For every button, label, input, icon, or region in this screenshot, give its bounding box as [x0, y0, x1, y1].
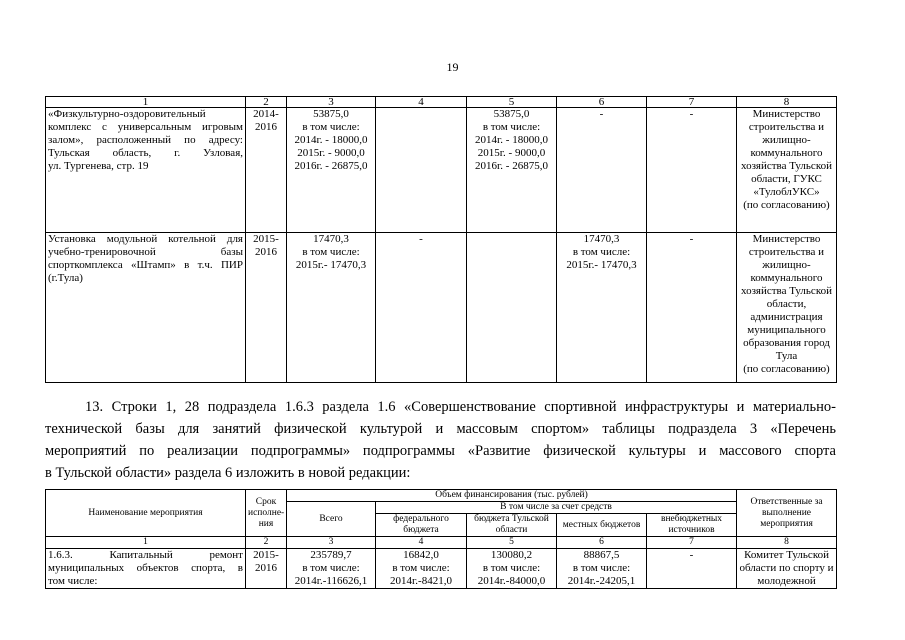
cell-line: Срок — [255, 496, 277, 507]
cell-line: области по спорту и — [739, 562, 834, 574]
cell-line: строительства и — [748, 121, 825, 133]
col-number: 7 — [647, 537, 737, 549]
cell-line: строительства и — [748, 246, 825, 258]
cell-line: - — [599, 108, 604, 120]
cell-line: спорткомплекса «Штамп» в т.ч. ПИР — [48, 259, 243, 271]
cell-line: хозяйства Тульской — [741, 160, 832, 172]
cell-line: в том числе: — [572, 246, 631, 258]
col-number: 6 — [557, 537, 647, 549]
cell-line: 2014г.-24205,1 — [567, 575, 636, 587]
col-number: 3 — [287, 537, 376, 549]
cell-line: в том числе: — [572, 562, 631, 574]
cell-line: 2015г. - 9000,0 — [477, 147, 546, 159]
cell-line: 53875,0 — [493, 108, 530, 120]
cell-line: 2014г.-116626,1 — [294, 575, 368, 587]
cell-line: Установка модульной котельной для — [48, 233, 243, 245]
page-number: 19 — [446, 60, 459, 74]
cell-period — [246, 549, 287, 589]
cell-line: 130080,2 — [490, 549, 533, 561]
col-number: 4 — [376, 97, 467, 108]
cell-line: в том числе: — [482, 562, 541, 574]
cell-line: Тульская область, г. Узловая, — [48, 147, 243, 159]
col-number: 2 — [246, 97, 287, 108]
cell-line: учебно-тренировочной базы — [48, 246, 243, 258]
cell-local — [557, 549, 647, 589]
cell-line: внебюджетных — [660, 514, 723, 524]
cell-line: муниципальных объектов спорта, в — [48, 562, 243, 574]
cell-line: коммунального — [750, 147, 823, 159]
cell-name — [46, 549, 246, 589]
cell-line: «ТулоблУКС» — [753, 186, 820, 198]
cell-line: - — [689, 549, 694, 561]
col-number: 1 — [46, 537, 246, 549]
cell-line: (по согласованию) — [743, 199, 830, 211]
cell-line: Министерство — [752, 108, 821, 120]
cell-line: комплекс с универсальным игровым — [48, 121, 243, 133]
cell-federal — [376, 549, 467, 589]
cell-line: 2015г.- 17470,3 — [566, 259, 637, 271]
table-header-row — [46, 97, 837, 108]
funding-table — [45, 489, 837, 589]
cell-line: 2015- — [253, 233, 279, 245]
cell-line: исполне- — [248, 507, 285, 518]
col-number: 8 — [737, 537, 837, 549]
cell-total — [287, 233, 376, 383]
cell-name — [46, 108, 246, 233]
cell-line: 17470,3 — [313, 233, 349, 245]
cell-line: 2014г.-8421,0 — [390, 575, 452, 587]
cell-line: ул. Тургенева, стр. 19 — [48, 160, 149, 172]
cell-line: 235789,7 — [310, 549, 352, 561]
header-federal — [376, 514, 467, 537]
cell-line: жилищно- — [762, 259, 811, 271]
col-number: 5 — [467, 537, 557, 549]
cell-line: 2015- — [253, 549, 279, 561]
cell-line: 2016г. - 26875,0 — [475, 160, 548, 172]
cell-line: 2014г. - 18000,0 — [294, 134, 368, 146]
col-number: 1 — [46, 97, 246, 108]
cell-line: 53875,0 — [313, 108, 349, 120]
cell-line: - — [689, 108, 694, 120]
body-paragraph — [45, 396, 836, 484]
cell-line: 2016 — [255, 562, 277, 574]
cell-line: том числе: — [48, 575, 98, 587]
cell-extra — [647, 108, 737, 233]
col-number: 7 — [647, 97, 737, 108]
header-extra — [647, 514, 737, 537]
paragraph-line: технической базы для занятий физической культурой и массовым спортом» таблицы подраздела 3 «Перечень — [45, 421, 836, 437]
paragraph-line: в Тульской области» раздела 6 изложить в новой редакции: — [45, 465, 411, 481]
cell-line: в том числе: — [302, 246, 360, 258]
cell-line: 2016г. - 26875,0 — [294, 160, 368, 172]
cell-line: 2016 — [255, 246, 277, 258]
cell-line: бюджета Тульской — [474, 514, 549, 524]
cell-regional — [467, 108, 557, 233]
cell-line: залом», расположенный по адресу: — [48, 134, 243, 146]
cell-line: Ответственные за — [750, 496, 823, 507]
cell-line: «Физкультурно-оздоровительный — [48, 108, 206, 120]
header-name: Наименование мероприятия — [46, 490, 246, 537]
cell-line: ния — [258, 518, 274, 529]
table-number-row — [46, 537, 837, 549]
cell-line: Комитет Тульской — [744, 549, 829, 561]
cell-line: 2015г. - 9000,0 — [297, 147, 365, 159]
cell-line: области — [495, 525, 528, 535]
cell-line: образования город — [743, 337, 830, 349]
cell-line: 17470,3 — [583, 233, 620, 245]
col-number: 2 — [246, 537, 287, 549]
header-regional — [467, 514, 557, 537]
cell-line: муниципального — [747, 324, 826, 336]
cell-line: - — [419, 233, 423, 245]
cell-line: в том числе: — [482, 121, 541, 133]
cell-line: хозяйства Тульской — [741, 285, 832, 297]
cell-line: 2014г. - 18000,0 — [475, 134, 548, 146]
cell-line: - — [689, 233, 694, 245]
header-total: Всего — [287, 502, 376, 537]
cell-responsible — [737, 549, 837, 589]
table-row — [46, 108, 837, 233]
cell-period — [246, 108, 287, 233]
cell-responsible — [737, 108, 837, 233]
cell-line: 2014- — [253, 108, 279, 120]
cell-line: в том числе: — [392, 562, 450, 574]
cell-line: в том числе: — [302, 121, 360, 133]
cell-line: 1.6.3. Капитальный ремонт — [48, 549, 243, 561]
cell-federal — [376, 108, 467, 233]
cell-line: коммунального — [750, 272, 823, 284]
cell-line: 2015г.- 17470,3 — [295, 259, 367, 271]
cell-name — [46, 233, 246, 383]
col-number: 4 — [376, 537, 467, 549]
cell-line: жилищно- — [762, 134, 811, 146]
cell-line: (по согласованию) — [743, 363, 830, 375]
paragraph-line: 13. Строки 1, 28 подраздела 1.6.3 раздела 1.6 «Совершенствование спортивной инфраструктуры и материально- — [85, 399, 836, 415]
cell-local — [557, 233, 647, 383]
cell-line: области, ГУКС — [751, 173, 822, 185]
header-volume: Объем финансирования (тыс. рублей) — [287, 490, 737, 502]
table-row — [46, 549, 837, 589]
cell-regional — [467, 233, 557, 383]
cell-line: 2014г.-84000,0 — [477, 575, 546, 587]
cell-extra — [647, 549, 737, 589]
col-number: 5 — [467, 97, 557, 108]
cell-line: области, — [766, 298, 807, 310]
cell-federal — [376, 233, 467, 383]
cell-line: Министерство — [752, 233, 821, 245]
header-period — [246, 490, 287, 537]
cell-line: в том числе: — [302, 562, 360, 574]
col-number: 6 — [557, 97, 647, 108]
cell-local — [557, 108, 647, 233]
cell-period — [246, 233, 287, 383]
cell-line: выполнение — [762, 507, 812, 518]
cell-extra — [647, 233, 737, 383]
table-row — [46, 233, 837, 383]
cell-line: (г.Тула) — [48, 272, 83, 284]
cell-line: администрация — [750, 311, 823, 323]
cell-line: Тула — [775, 350, 798, 362]
cell-regional — [467, 549, 557, 589]
cell-line: федерального — [393, 514, 449, 524]
header-local: местных бюджетов — [557, 514, 647, 537]
cell-total — [287, 549, 376, 589]
cell-line: мероприятия — [760, 518, 813, 529]
projects-table — [45, 96, 837, 383]
cell-line: 88867,5 — [583, 549, 620, 561]
cell-line: 2016 — [255, 121, 277, 133]
cell-responsible — [737, 233, 837, 383]
cell-line: молодежной — [757, 575, 816, 587]
table-header-row — [46, 490, 837, 502]
paragraph-line: мероприятий по реализации подпрограммы» подпрограммы «Развитие физической культуры и массового спорта — [45, 443, 836, 459]
header-including: В том числе за счет средств — [376, 502, 737, 514]
col-number: 3 — [287, 97, 376, 108]
cell-total — [287, 108, 376, 233]
cell-line: бюджета — [403, 525, 439, 535]
header-responsible — [737, 490, 837, 537]
col-number: 8 — [737, 97, 837, 108]
cell-line: 16842,0 — [403, 549, 439, 561]
cell-line: источников — [668, 525, 715, 535]
